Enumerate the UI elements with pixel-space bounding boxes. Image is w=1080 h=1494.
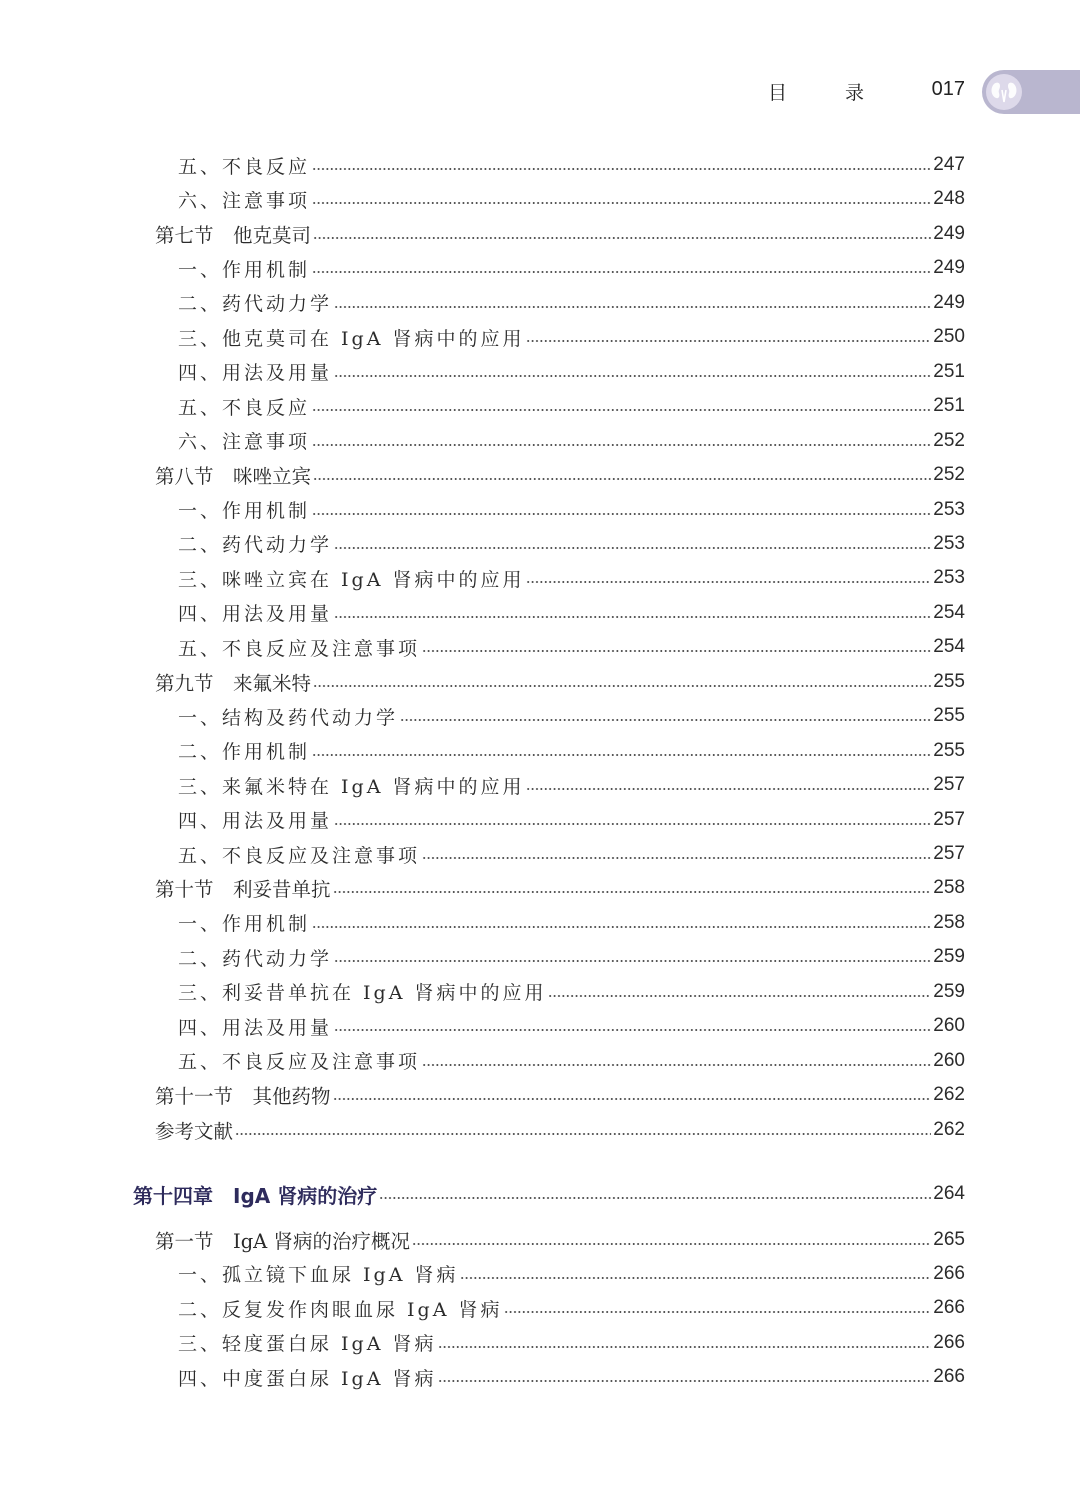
toc-section-row[interactable] bbox=[155, 665, 965, 699]
toc-entry-page: 247 bbox=[933, 154, 965, 175]
toc-entry-page: 253 bbox=[933, 567, 965, 589]
toc-item-row[interactable] bbox=[178, 493, 965, 527]
dot-leader bbox=[334, 547, 931, 549]
dot-leader bbox=[334, 375, 931, 377]
toc-entry-title: 五、不良反应 bbox=[178, 155, 311, 178]
toc-section-row[interactable] bbox=[155, 1078, 965, 1112]
toc-entry-page: 251 bbox=[933, 395, 965, 417]
toc-entry-title: 三、轻度蛋白尿 IgA 肾病 bbox=[178, 1333, 437, 1356]
dot-leader bbox=[548, 995, 931, 997]
toc-item-row[interactable] bbox=[178, 1326, 965, 1360]
toc-entry-title: 五、不良反应及注意事项 bbox=[178, 637, 421, 660]
toc-entry-page: 252 bbox=[933, 464, 965, 486]
dot-leader bbox=[422, 1064, 931, 1066]
dot-leader bbox=[334, 960, 931, 962]
toc-item-row[interactable] bbox=[178, 424, 965, 458]
toc-entry-title: 二、药代动力学 bbox=[178, 947, 333, 970]
dot-leader bbox=[235, 1133, 931, 1135]
toc-item-row[interactable] bbox=[178, 803, 965, 837]
toc-entry-title: 六、注意事项 bbox=[178, 431, 311, 454]
toc-entry-page: 251 bbox=[933, 360, 965, 382]
toc-item-row[interactable] bbox=[178, 1044, 965, 1078]
toc-entry-page: 262 bbox=[933, 1118, 965, 1140]
dot-leader bbox=[334, 306, 931, 308]
dot-leader bbox=[334, 1029, 931, 1031]
toc-entry-page: 254 bbox=[933, 636, 965, 658]
toc-entry-title: 四、用法及用量 bbox=[178, 362, 333, 385]
toc-entry-page: 264 bbox=[933, 1183, 965, 1205]
toc-entry-page: 255 bbox=[933, 739, 965, 761]
toc-entry-title: 二、作用机制 bbox=[178, 741, 311, 764]
toc-entry-page: 257 bbox=[933, 843, 965, 864]
toc-entry-title: 五、不良反应 bbox=[178, 396, 311, 419]
toc-entry-title: 参考文献 bbox=[155, 1119, 234, 1143]
toc-entry-title: 三、来氟米特在 IgA 肾病中的应用 bbox=[178, 775, 525, 798]
toc-item-row[interactable] bbox=[178, 389, 965, 423]
toc-item-row[interactable] bbox=[178, 596, 965, 630]
toc-entry-page: 257 bbox=[933, 774, 965, 796]
toc-section-row[interactable] bbox=[155, 1113, 965, 1147]
toc-entry-page: 266 bbox=[933, 1262, 965, 1284]
toc-entry-title: 四、中度蛋白尿 IgA 肾病 bbox=[178, 1367, 437, 1390]
dot-leader bbox=[313, 478, 931, 480]
toc-item-row[interactable] bbox=[178, 1009, 965, 1043]
toc-entry-title: 二、反复发作肉眼血尿 IgA 肾病 bbox=[178, 1298, 503, 1321]
toc-entry-title: 第七节 他克莫司 bbox=[155, 223, 312, 247]
dot-leader bbox=[412, 1243, 931, 1245]
dot-leader bbox=[504, 1311, 931, 1313]
dot-leader bbox=[312, 168, 931, 170]
page-header bbox=[0, 70, 1080, 114]
toc-entry-page: 248 bbox=[933, 188, 965, 210]
dot-leader bbox=[379, 1197, 931, 1199]
toc-entry-page: 259 bbox=[933, 946, 965, 968]
toc-item-row[interactable] bbox=[178, 182, 965, 216]
toc-entry-title: 一、结构及药代动力学 bbox=[178, 706, 399, 729]
toc-entry-title: 一、作用机制 bbox=[178, 258, 311, 281]
toc-entry-title: 六、注意事项 bbox=[178, 189, 311, 212]
dot-leader bbox=[333, 1098, 932, 1100]
dot-leader bbox=[400, 719, 931, 721]
toc-entry-page: 257 bbox=[933, 808, 965, 830]
dot-leader bbox=[334, 823, 931, 825]
toc-item-row[interactable] bbox=[178, 320, 965, 354]
toc-item-row[interactable] bbox=[178, 1291, 965, 1325]
dot-leader bbox=[333, 891, 932, 893]
toc-entry-title: 三、他克莫司在 IgA 肾病中的应用 bbox=[178, 327, 525, 350]
toc-entry-page: 259 bbox=[933, 980, 965, 1002]
dot-leader bbox=[312, 409, 931, 411]
toc-entry-title: 第九节 来氟米特 bbox=[155, 671, 312, 695]
toc-entry-title: 五、不良反应及注意事项 bbox=[178, 844, 421, 867]
toc-entry-title: 四、用法及用量 bbox=[178, 810, 333, 833]
toc-item-row[interactable] bbox=[178, 1360, 965, 1394]
toc-item-row[interactable] bbox=[178, 355, 965, 389]
dot-leader bbox=[422, 857, 931, 859]
toc-entry-page: 260 bbox=[933, 1015, 965, 1037]
toc-item-row[interactable] bbox=[178, 1257, 965, 1291]
toc-section-row[interactable] bbox=[155, 458, 965, 492]
toc-item-row[interactable] bbox=[178, 630, 965, 664]
toc-entry-page: 266 bbox=[933, 1331, 965, 1353]
dot-leader bbox=[334, 616, 931, 618]
dot-leader bbox=[313, 685, 931, 687]
toc-entry-page: 252 bbox=[933, 429, 965, 451]
toc-entry-page: 260 bbox=[933, 1049, 965, 1071]
toc-item-row[interactable] bbox=[178, 906, 965, 940]
toc-entry-title: 一、作用机制 bbox=[178, 913, 311, 936]
toc-item-row[interactable] bbox=[178, 837, 965, 871]
toc-item-row[interactable] bbox=[178, 148, 965, 182]
toc-entry-page: 249 bbox=[933, 291, 965, 313]
toc-item-row[interactable] bbox=[178, 699, 965, 733]
toc-entry-page: 258 bbox=[933, 911, 965, 933]
toc-entry-page: 265 bbox=[933, 1228, 965, 1250]
toc-entry-page: 249 bbox=[933, 222, 965, 244]
toc-entry-title: 四、用法及用量 bbox=[178, 1016, 333, 1039]
toc-entry-page: 255 bbox=[933, 670, 965, 692]
toc-entry-title: 五、不良反应及注意事项 bbox=[178, 1051, 421, 1074]
toc-item-row[interactable] bbox=[178, 286, 965, 320]
toc-item-row[interactable] bbox=[178, 251, 965, 285]
toc-entry-title: 第一节 IgA 肾病的治疗概况 bbox=[155, 1229, 410, 1253]
toc-entry-page: 253 bbox=[933, 498, 965, 520]
toc-item-row[interactable] bbox=[178, 768, 965, 802]
toc-entry-page: 266 bbox=[933, 1297, 965, 1319]
dot-leader bbox=[422, 650, 931, 652]
dot-leader bbox=[313, 237, 931, 239]
toc-entry-title: 四、用法及用量 bbox=[178, 603, 333, 626]
header-page-number: 017 bbox=[931, 78, 965, 100]
toc-entry-title: 二、药代动力学 bbox=[178, 293, 333, 316]
toc-entry-title: 一、作用机制 bbox=[178, 500, 311, 522]
toc-section-row[interactable] bbox=[155, 1223, 965, 1257]
toc-entry-page: 250 bbox=[933, 326, 965, 348]
toc-entry-page: 262 bbox=[933, 1084, 965, 1106]
toc-entry-title: 三、利妥昔单抗在 IgA 肾病中的应用 bbox=[178, 982, 547, 1005]
dot-leader bbox=[312, 271, 931, 273]
dot-leader bbox=[312, 513, 931, 515]
header-tab bbox=[982, 70, 1080, 114]
toc-item-row[interactable] bbox=[178, 734, 965, 768]
toc-entry-page: 255 bbox=[933, 705, 965, 727]
toc-entry-title: 第十一节 其他药物 bbox=[155, 1085, 331, 1109]
dot-leader bbox=[438, 1346, 931, 1348]
dot-leader bbox=[312, 202, 931, 204]
toc-section-row[interactable] bbox=[155, 871, 965, 905]
header-title: 目 录 bbox=[767, 82, 890, 104]
dot-leader bbox=[526, 581, 931, 583]
dot-leader bbox=[312, 926, 931, 928]
dot-leader bbox=[526, 340, 931, 342]
toc-chapter-row[interactable] bbox=[133, 1177, 965, 1211]
toc-entry-page: 253 bbox=[933, 532, 965, 554]
dot-leader bbox=[460, 1277, 931, 1279]
toc-entry-title: 三、咪唑立宾在 IgA 肾病中的应用 bbox=[178, 568, 525, 591]
toc-entry-page: 266 bbox=[933, 1366, 965, 1388]
toc-entry-page: 258 bbox=[933, 877, 965, 899]
toc-entry-title: 二、药代动力学 bbox=[178, 534, 333, 557]
toc-entry-title: 第十四章 IgA 肾病的治疗 bbox=[133, 1183, 378, 1208]
toc-section-row[interactable] bbox=[155, 217, 965, 251]
toc-item-row[interactable] bbox=[178, 561, 965, 595]
toc-item-row[interactable] bbox=[178, 975, 965, 1009]
kidney-icon bbox=[986, 74, 1022, 110]
dot-leader bbox=[312, 754, 931, 756]
toc-entry-title: 第八节 咪唑立宾 bbox=[155, 465, 312, 489]
toc-entry-page: 249 bbox=[933, 257, 965, 279]
dot-leader bbox=[312, 444, 931, 446]
toc-entry-title: 一、孤立镜下血尿 IgA 肾病 bbox=[178, 1264, 459, 1287]
dot-leader bbox=[526, 788, 931, 790]
toc-entry-page: 254 bbox=[933, 601, 965, 623]
toc-item-row[interactable] bbox=[178, 940, 965, 974]
toc-item-row[interactable] bbox=[178, 527, 965, 561]
dot-leader bbox=[438, 1380, 931, 1382]
toc-entry-title: 第十节 利妥昔单抗 bbox=[155, 878, 331, 902]
